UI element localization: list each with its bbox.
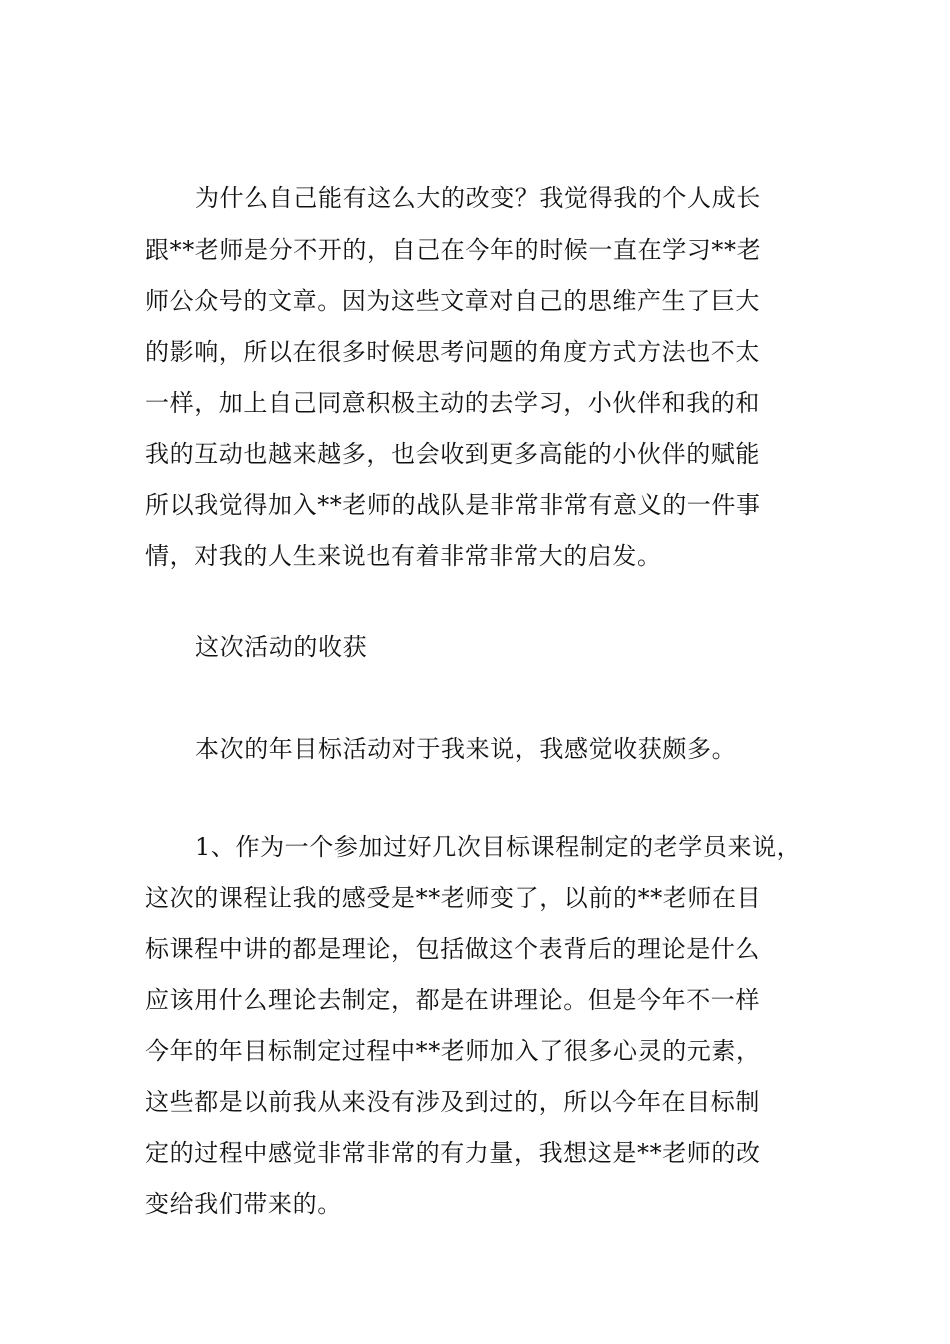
text-line: 应该用什么理论去制定，都是在讲理论。但是今年不一样 [145, 986, 760, 1014]
text-line: 这次的课程让我的感受是**老师变了，以前的**老师在目 [145, 884, 762, 912]
text-line: 情，对我的人生来说也有着非常非常大的启发。 [145, 542, 662, 570]
section-heading: 这次活动的收获 [195, 633, 368, 661]
text-line: 定的过程中感觉非常非常的有力量，我想这是**老师的改 [145, 1139, 761, 1167]
text-line: 我的互动也越来越多，也会收到更多高能的小伙伴的赋能 [145, 440, 760, 468]
text-line: 这些都是以前我从来没有涉及到过的，所以今年在目标制 [145, 1088, 760, 1116]
paragraph: 本次的年目标活动对于我来说，我感觉收获颇多。 [195, 735, 737, 763]
text-line: 变给我们带来的。 [145, 1190, 342, 1218]
text-line: 的影响，所以在很多时候思考问题的角度方式方法也不太 [145, 338, 760, 366]
text-line: 为什么自己能有这么大的改变？我觉得我的个人成长 [195, 184, 761, 212]
text-line: 1、作为一个参加过好几次目标课程制定的老学员来说， [195, 833, 802, 861]
text-line: 标课程中讲的都是理论，包括做这个表背后的理论是什么 [145, 935, 760, 963]
text-line: 今年的年目标制定过程中**老师加入了很多心灵的元素， [145, 1037, 761, 1065]
text-line: 师公众号的文章。因为这些文章对自己的思维产生了巨大 [145, 287, 760, 315]
text-line: 跟**老师是分不开的，自己在今年的时候一直在学习**老 [145, 236, 762, 264]
text-line: 一样，加上自己同意积极主动的去学习，小伙伴和我的和 [145, 389, 760, 417]
text-line: 所以我觉得加入**老师的战队是非常非常有意义的一件事 [145, 491, 761, 519]
